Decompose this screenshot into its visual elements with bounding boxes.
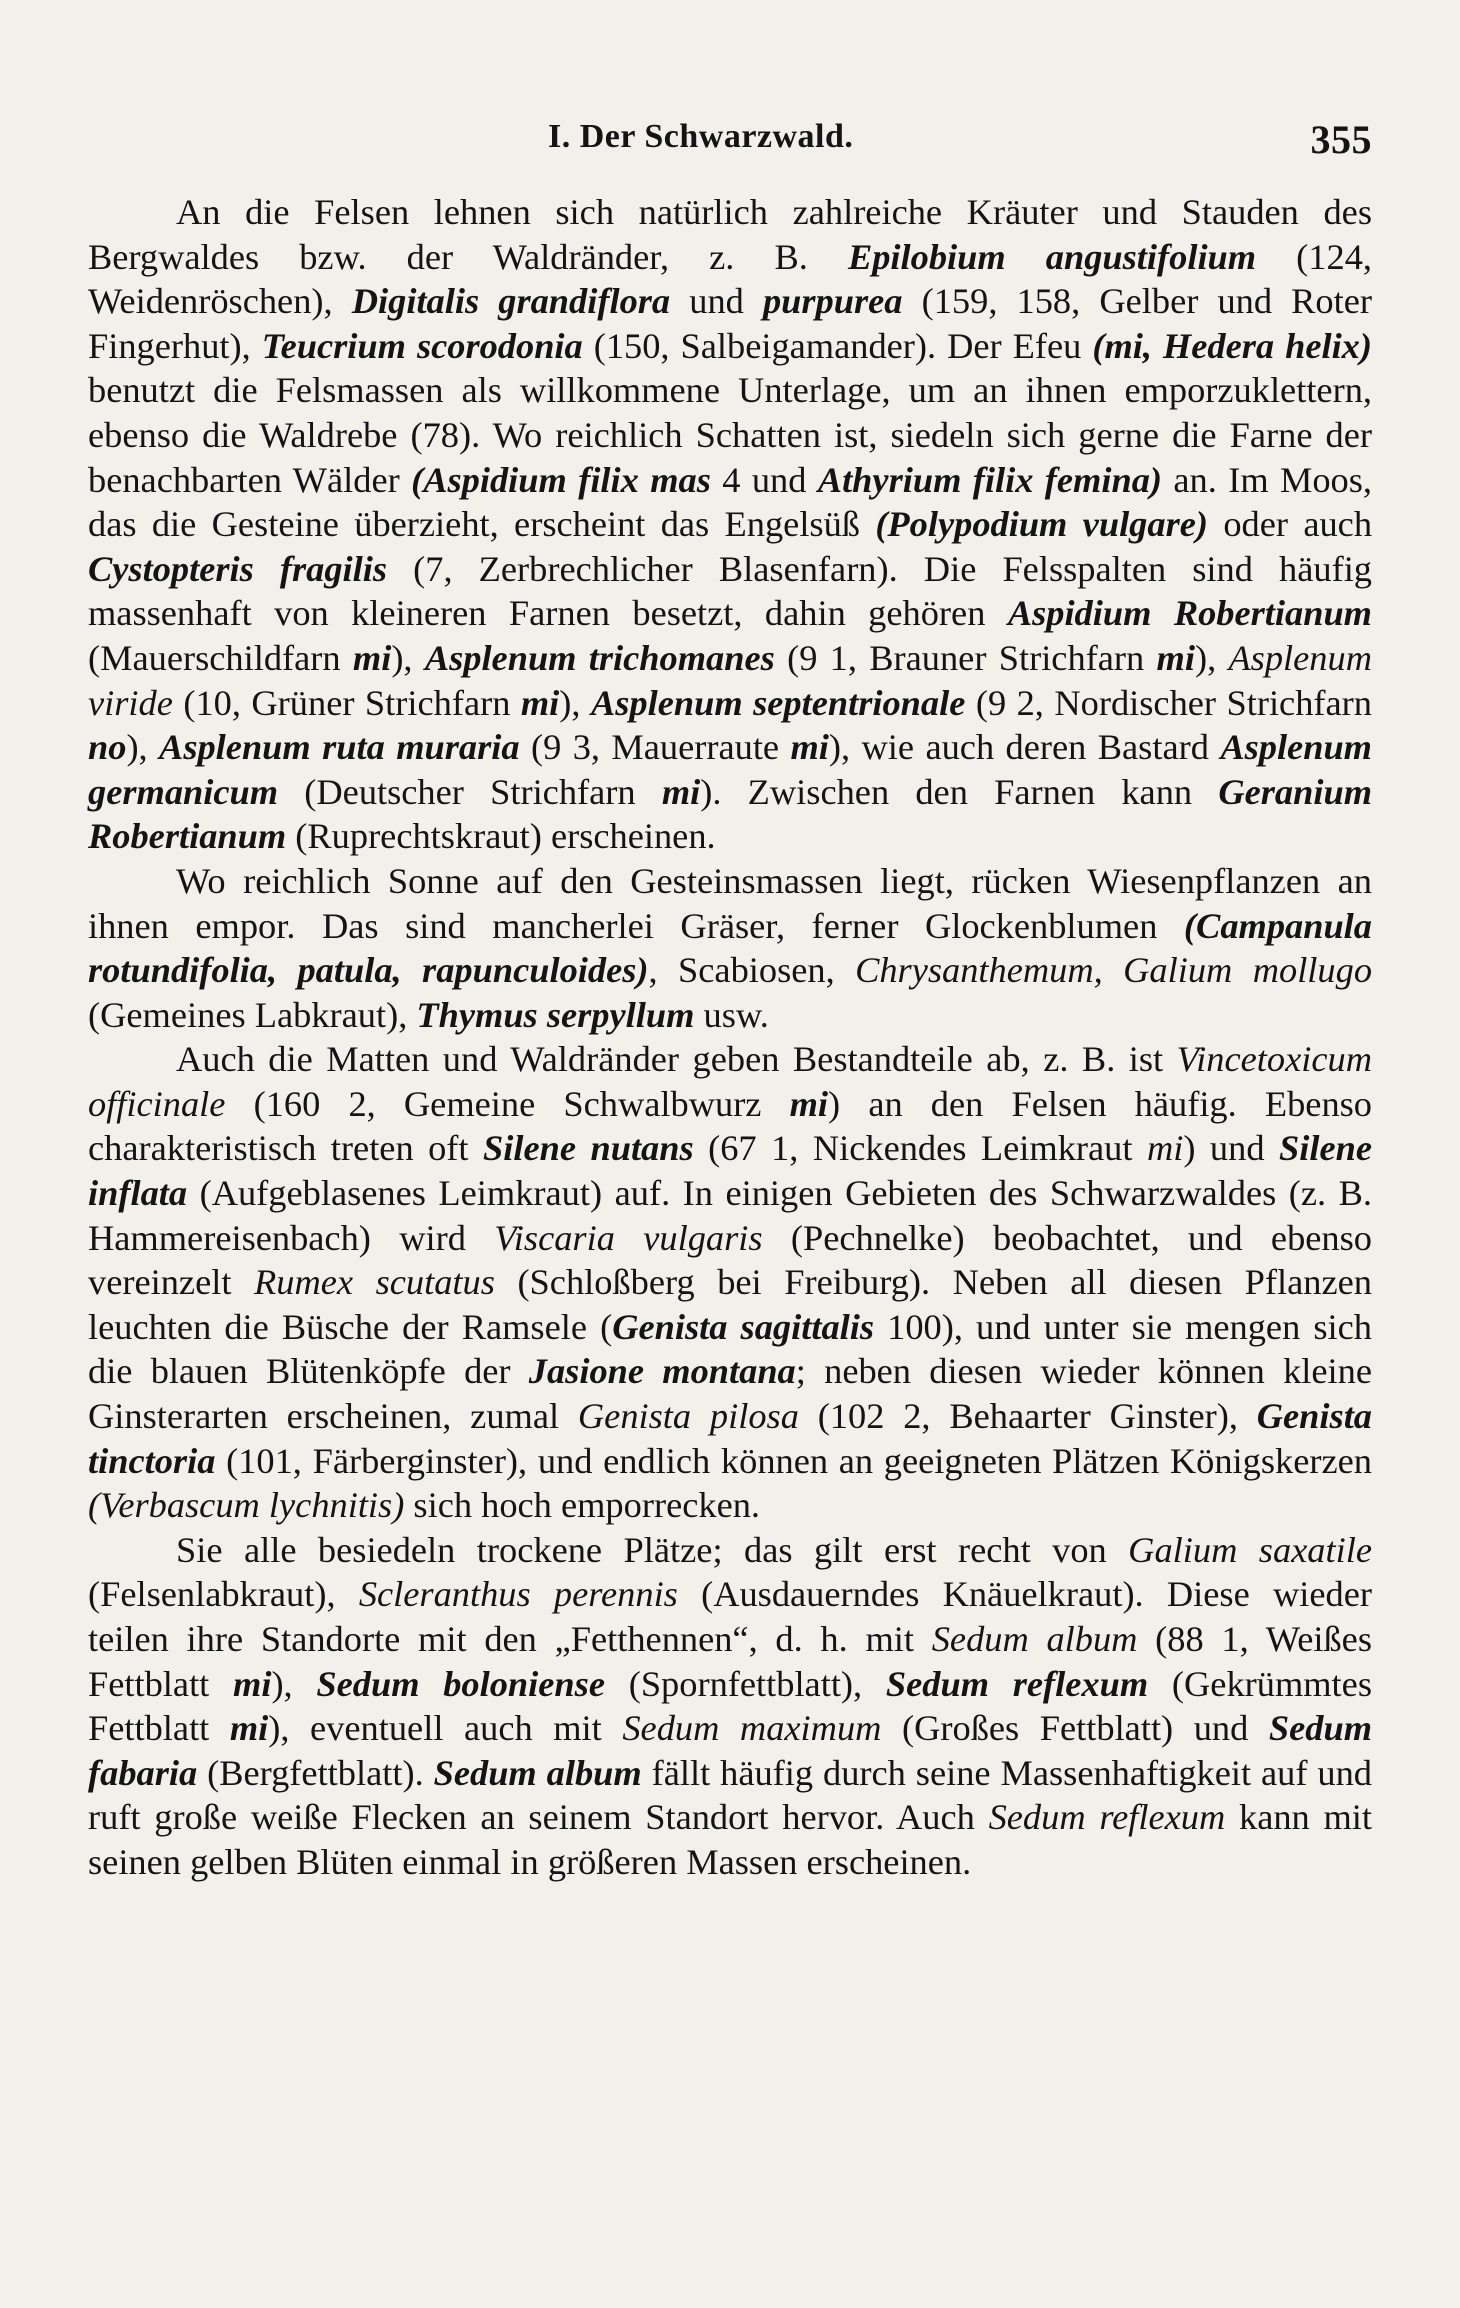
text-run: (Ruprechtskraut) erscheinen. [286, 816, 716, 857]
text-run: ), [391, 637, 425, 678]
text-run: (Felsenlabkraut), [88, 1574, 359, 1615]
text-run: (9 2, Nordischer Strichfarn [965, 682, 1372, 723]
species-name: Galium saxatile [1128, 1529, 1372, 1570]
paragraph-4 [88, 1528, 1372, 1885]
species-name: Teucrium scorodonia [261, 325, 583, 366]
species-name: Asplenum trichomanes [424, 637, 775, 678]
text-run: und [670, 281, 763, 322]
text-run: (150, Salbeigamander). Der Efeu [582, 325, 1093, 366]
text-run: ), [1194, 637, 1229, 678]
text-run: An die Felsen lehnen sich natürlich zahlreiche Kräuter und Stauden des Bergwaldes bzw. der Waldränder, z. B. [88, 192, 1372, 277]
species-name: mi [233, 1663, 272, 1704]
species-name: Asplenum germanicum [88, 727, 1372, 812]
species-name: Chrysanthemum, Galium mollugo [855, 950, 1373, 991]
text-run: ), eventuell auch mit [268, 1708, 623, 1749]
species-name: Jasione montana [528, 1351, 796, 1392]
text-run: (Pechnelke) beobachtet, und ebenso vereinzelt [88, 1217, 1372, 1303]
text-run: (Mauerschildfarn [88, 637, 353, 678]
species-name: Sedum reflexum [988, 1797, 1226, 1838]
species-name: Silene inflata [88, 1128, 1372, 1214]
text-run: (67 1, Nickendes Leimkraut [693, 1128, 1147, 1169]
text-run: ) und [1183, 1128, 1279, 1169]
species-name: mi [1146, 1128, 1184, 1169]
species-name: Genista pilosa [577, 1396, 799, 1437]
text-run: (9 1, Brauner Strichfarn [774, 637, 1157, 678]
page-number: 355 [1310, 117, 1372, 162]
species-name: Digitalis grandiflora [351, 281, 671, 322]
species-name: Sedum album [433, 1752, 642, 1793]
text-run: ), [126, 727, 160, 768]
text-run: (10, Grüner Strichfarn [172, 682, 521, 723]
text-run: Sie alle besiedeln trockene Plätze; das gilt erst recht von [176, 1529, 1129, 1570]
species-name: Cystopteris fragilis [88, 548, 388, 589]
text-run: usw. [694, 994, 769, 1035]
species-name: Sedum fabaria [88, 1708, 1373, 1793]
text-run: fällt häufig durch seine Massenhaftigkeit auf und ruft große weiße Flecken an seinem Standort hervor. Auch [88, 1752, 1372, 1838]
text-run: Wo reichlich Sonne auf den Gesteinsmassen liegt, rücken Wiesenpflanzen an ihnen empor. Das sind mancherlei Gräser, ferner Glockenblumen [88, 860, 1372, 946]
species-name: Rumex scutatus [254, 1262, 495, 1303]
text-run: Auch die Matten und Waldränder geben Bestandteile ab, z. B. ist [176, 1039, 1177, 1080]
text-run: (Großes Fettblatt) und [881, 1708, 1269, 1749]
species-name: Geranium Robertianum [88, 771, 1372, 857]
text-run: (7, Zerbrechlicher Blasenfarn). Die Felsspalten sind häufig massenhaft von kleineren Farnen besetzt, dahin gehören [88, 548, 1372, 634]
text-run: (9 3, Mauerraute [519, 727, 791, 768]
species-name: (Verbascum lychnitis) [88, 1485, 405, 1526]
text-run: (88 1, Weißes Fettblatt [88, 1619, 1372, 1704]
species-name: Vincetoxicum officinale [88, 1039, 1372, 1124]
text-run: ) an den Felsen häufig. Ebenso charakteristisch treten oft [88, 1083, 1373, 1169]
paragraph-2 [88, 859, 1372, 1037]
paragraph-1 [88, 190, 1372, 859]
species-name: mi [520, 682, 560, 723]
text-run: ), wie auch deren Bastard [828, 727, 1221, 768]
text-run: (124, Weidenröschen), [88, 236, 1372, 322]
text-run: (Ausdauerndes Knäuelkraut). Diese wieder teilen ihre Standorte mit den „Fetthennen“, d. h. mit [88, 1574, 1372, 1659]
species-name: Aspidium Robertianum [1007, 593, 1372, 634]
text-run: (102 2, Behaarter Ginster), [798, 1396, 1257, 1437]
species-name: Genista tinctoria [88, 1396, 1372, 1481]
text-run: (159, 158, Gelber und Roter Fingerhut), [88, 281, 1372, 366]
text-run: , Scabiosen, [648, 950, 856, 991]
body-text [88, 190, 1372, 1885]
text-run: 100), und unter sie mengen sich die blauen Blütenköpfe der [88, 1306, 1372, 1392]
species-name: mi [1156, 637, 1195, 678]
species-name: Asplenum viride [88, 637, 1372, 723]
text-run: 4 und [710, 459, 818, 500]
text-run: oder auch [1208, 504, 1373, 545]
page-header [88, 110, 1372, 160]
text-run: sich hoch emporrecken. [404, 1485, 761, 1526]
text-run: (Deutscher Strichfarn [278, 771, 662, 812]
text-run: (101, Färberginster), und endlich können an geeigneten Plätzen Königskerzen [215, 1440, 1372, 1481]
paragraph-3 [88, 1037, 1372, 1528]
text-run: (Gemeines Labkraut), [88, 994, 417, 1035]
species-name: Genista sagittalis [612, 1306, 875, 1347]
text-run: (Bergfettblatt). [197, 1752, 434, 1793]
species-name: (mi, Hedera helix) [1092, 325, 1373, 366]
species-name: (Polypodium vulgare) [875, 504, 1209, 545]
text-run: (Spornfettblatt), [604, 1663, 886, 1704]
species-name: mi [661, 771, 701, 812]
text-run: ), [559, 682, 591, 723]
text-run: ), [271, 1663, 317, 1704]
text-run: (Schloßberg bei Freiburg). Neben all diesen Pflanzen leuchten die Büsche der Ramsele ( [88, 1262, 1372, 1347]
text-run: (Gekrümmtes Fettblatt [88, 1663, 1372, 1749]
running-head: I. Der Schwarzwald. [548, 118, 854, 155]
species-name: Silene nutans [483, 1128, 694, 1169]
text-run: (160 2, Gemeine Schwalbwurz [225, 1083, 790, 1124]
species-name: (Campanula rotundifolia, patula, rapunculoides) [88, 905, 1372, 991]
species-name: Thymus serpyllum [416, 994, 695, 1035]
species-name: Asplenum ruta muraria [159, 727, 520, 768]
text-run: benutzt die Felsmassen als willkommene Unterlage, um an ihnen emporzuklettern, ebenso die Waldrebe (78). Wo reichlich Schatten ist, siedeln sich gerne die Farne der benachbarten Wälder [88, 370, 1372, 500]
text-run: kann mit seinen gelben Blüten einmal in größeren Massen erscheinen. [88, 1797, 1372, 1882]
species-name: (Aspidium filix mas [411, 459, 711, 500]
species-name: Asplenum septentrionale [590, 682, 966, 723]
text-run: (Aufgeblasenes Leimkraut) auf. In einigen Gebieten des Schwarzwaldes (z. B. Hammereisenbach) wird [88, 1173, 1372, 1258]
species-name: Scleranthus perennis [358, 1574, 678, 1615]
text-run: ; neben diesen wieder können kleine Ginsterarten erscheinen, zumal [88, 1351, 1372, 1437]
species-name: mi [352, 637, 392, 678]
species-name: mi [790, 727, 829, 768]
species-name: Sedum album [931, 1619, 1138, 1659]
species-name: Sedum reflexum [885, 1663, 1149, 1704]
species-name: Viscaria vulgaris [494, 1217, 763, 1258]
species-name: mi [789, 1083, 829, 1124]
species-name: Athyrium filix femina) [817, 459, 1163, 500]
species-name: Epilobium angustifolium [847, 236, 1257, 277]
species-name: purpurea [762, 281, 903, 322]
text-run: ). Zwischen den Farnen kann [700, 771, 1219, 812]
species-name: Sedum maximum [622, 1708, 882, 1749]
species-name: no [88, 727, 127, 768]
species-name: Sedum boloniense [316, 1663, 605, 1704]
text-run: an. Im Moos, das die Gesteine überzieht, erscheint das Engelsüß [88, 459, 1373, 545]
species-name: mi [229, 1708, 269, 1749]
